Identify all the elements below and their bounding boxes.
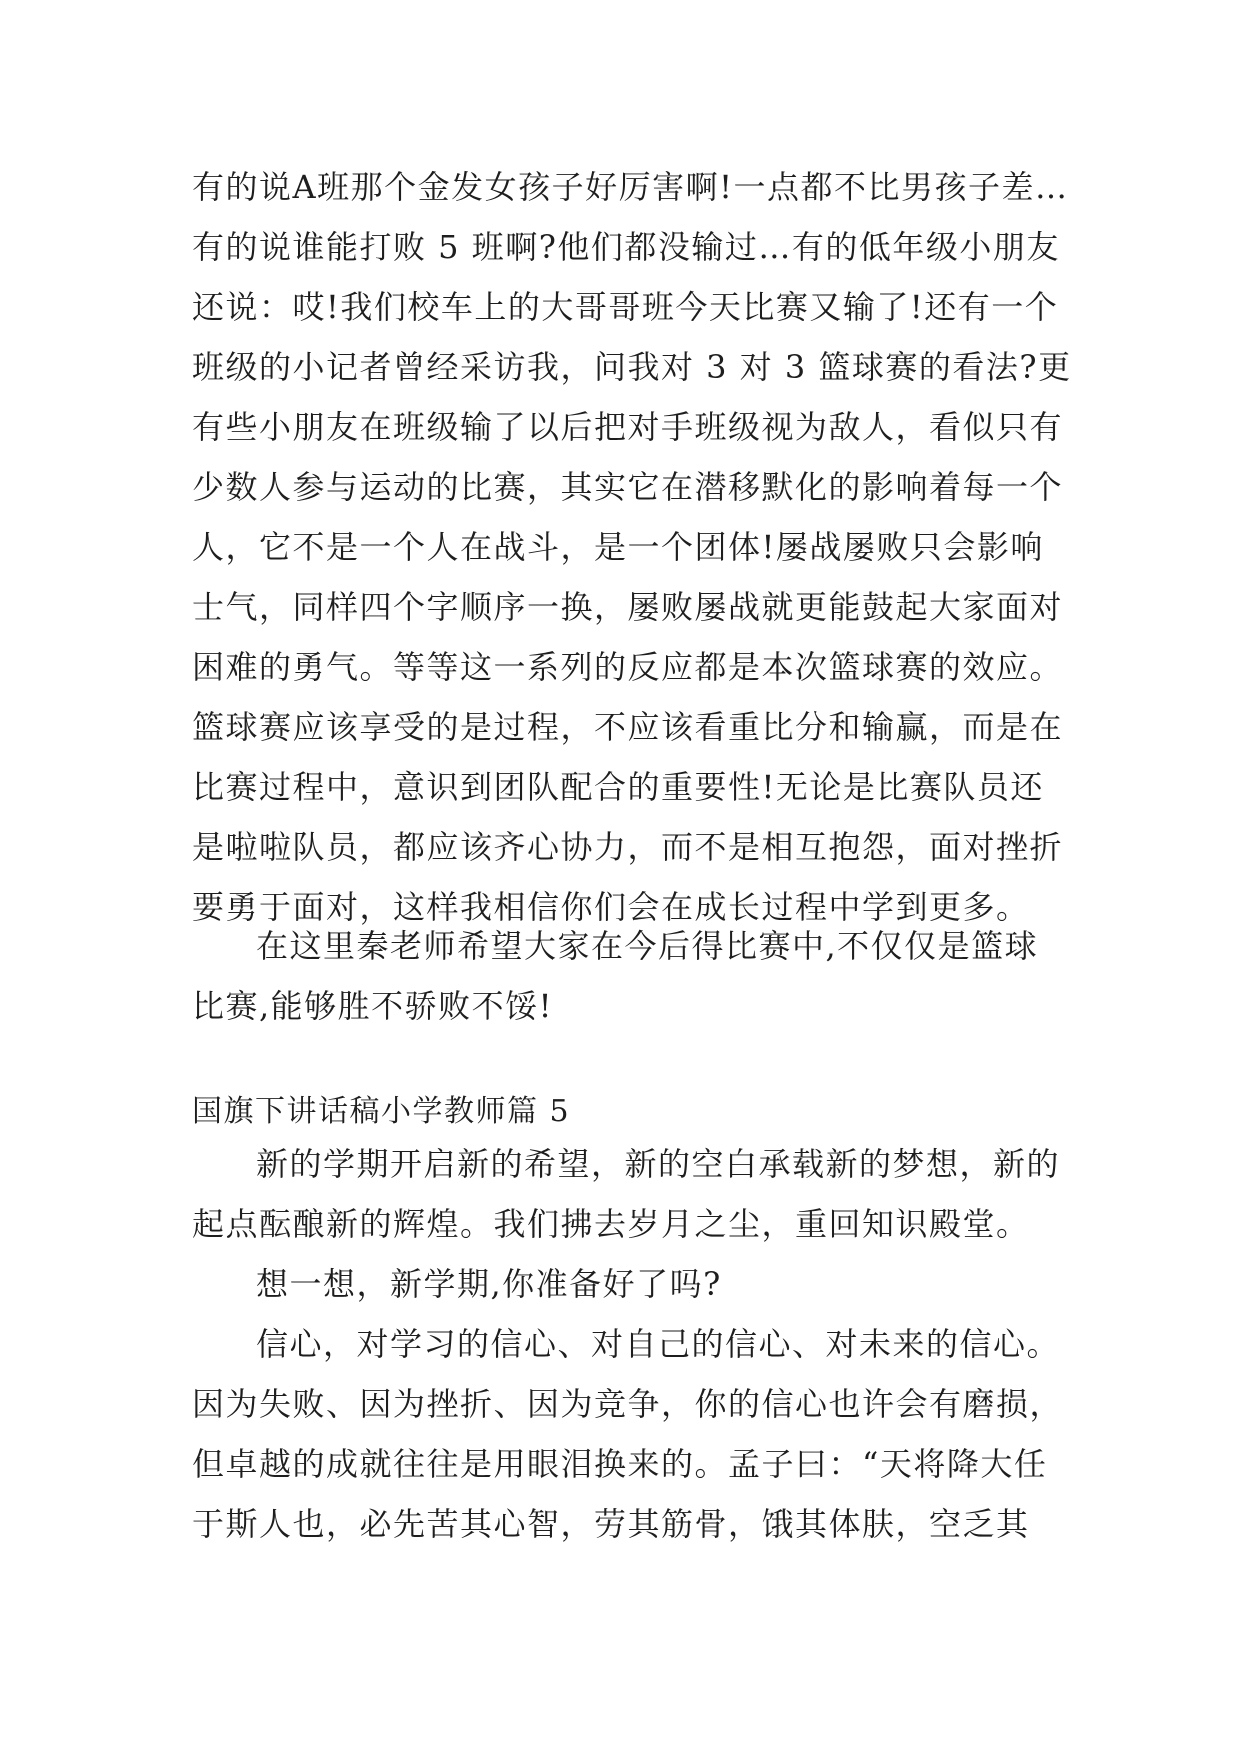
text-line: 人，它不是一个人在战斗，是一个团体!屡战屡败只会影响 xyxy=(192,528,1044,566)
text-line: 有的说谁能打败 5 班啊?他们都没输过…有的低年级小朋友 xyxy=(192,228,1060,266)
text-line: 因为失败、因为挫折、因为竞争，你的信心也许会有磨损， xyxy=(192,1385,1064,1423)
paragraph-teacher-wish xyxy=(192,916,1062,1036)
text-line: 少数人参与运动的比赛，其实它在潜移默化的影响着每一个 xyxy=(192,468,1064,506)
text-line: 是啦啦队员，都应该齐心协力，而不是相互抱怨，面对挫折 xyxy=(192,828,1064,866)
text-line: 困难的勇气。等等这一系列的反应都是本次篮球赛的效应。 xyxy=(192,648,1064,686)
text-line: 新的学期开启新的希望，新的空白承载新的梦想，新的 xyxy=(256,1145,1061,1183)
text-line: 还说：哎!我们校车上的大哥哥班今天比赛又输了!还有一个 xyxy=(192,288,1059,326)
text-line: 比赛,能够胜不骄败不馁! xyxy=(192,987,554,1025)
text-line: 于斯人也，必先苦其心智，劳其筋骨，饿其体肤，空乏其 xyxy=(192,1505,1030,1543)
section-heading xyxy=(192,1082,1062,1142)
text-line: 在这里秦老师希望大家在今后得比赛中,不仅仅是篮球 xyxy=(256,927,1039,965)
text-line: 想一想，新学期,你准备好了吗? xyxy=(256,1265,722,1303)
text-line: 有些小朋友在班级输了以后把对手班级视为敌人，看似只有 xyxy=(192,408,1064,446)
text-line: 起点酝酿新的辉煌。我们拂去岁月之尘，重回知识殿堂。 xyxy=(192,1205,1030,1243)
speech-body xyxy=(192,1134,1062,1554)
paragraph-basketball-reactions xyxy=(192,157,1072,937)
text-line: 篮球赛应该享受的是过程，不应该看重比分和输赢，而是在 xyxy=(192,708,1064,746)
text-line: 士气，同样四个字顺序一换，屡败屡战就更能鼓起大家面对 xyxy=(192,588,1064,626)
text-line: 但卓越的成就往往是用眼泪换来的。孟子曰：“天将降大任 xyxy=(192,1445,1048,1483)
section-heading-text: 国旗下讲话稿小学教师篇 5 xyxy=(192,1094,571,1129)
text-line: 要勇于面对，这样我相信你们会在成长过程中学到更多。 xyxy=(192,888,1030,926)
text-line: 班级的小记者曾经采访我，问我对 3 对 3 篮球赛的看法?更 xyxy=(192,348,1072,386)
text-line: 比赛过程中，意识到团队配合的重要性!无论是比赛队员还 xyxy=(192,768,1044,806)
text-line: 有的说A班那个金发女孩子好厉害啊!一点都不比男孩子差… xyxy=(192,168,1069,206)
text-line: 信心，对学习的信心、对自己的信心、对未来的信心。 xyxy=(256,1325,1061,1363)
